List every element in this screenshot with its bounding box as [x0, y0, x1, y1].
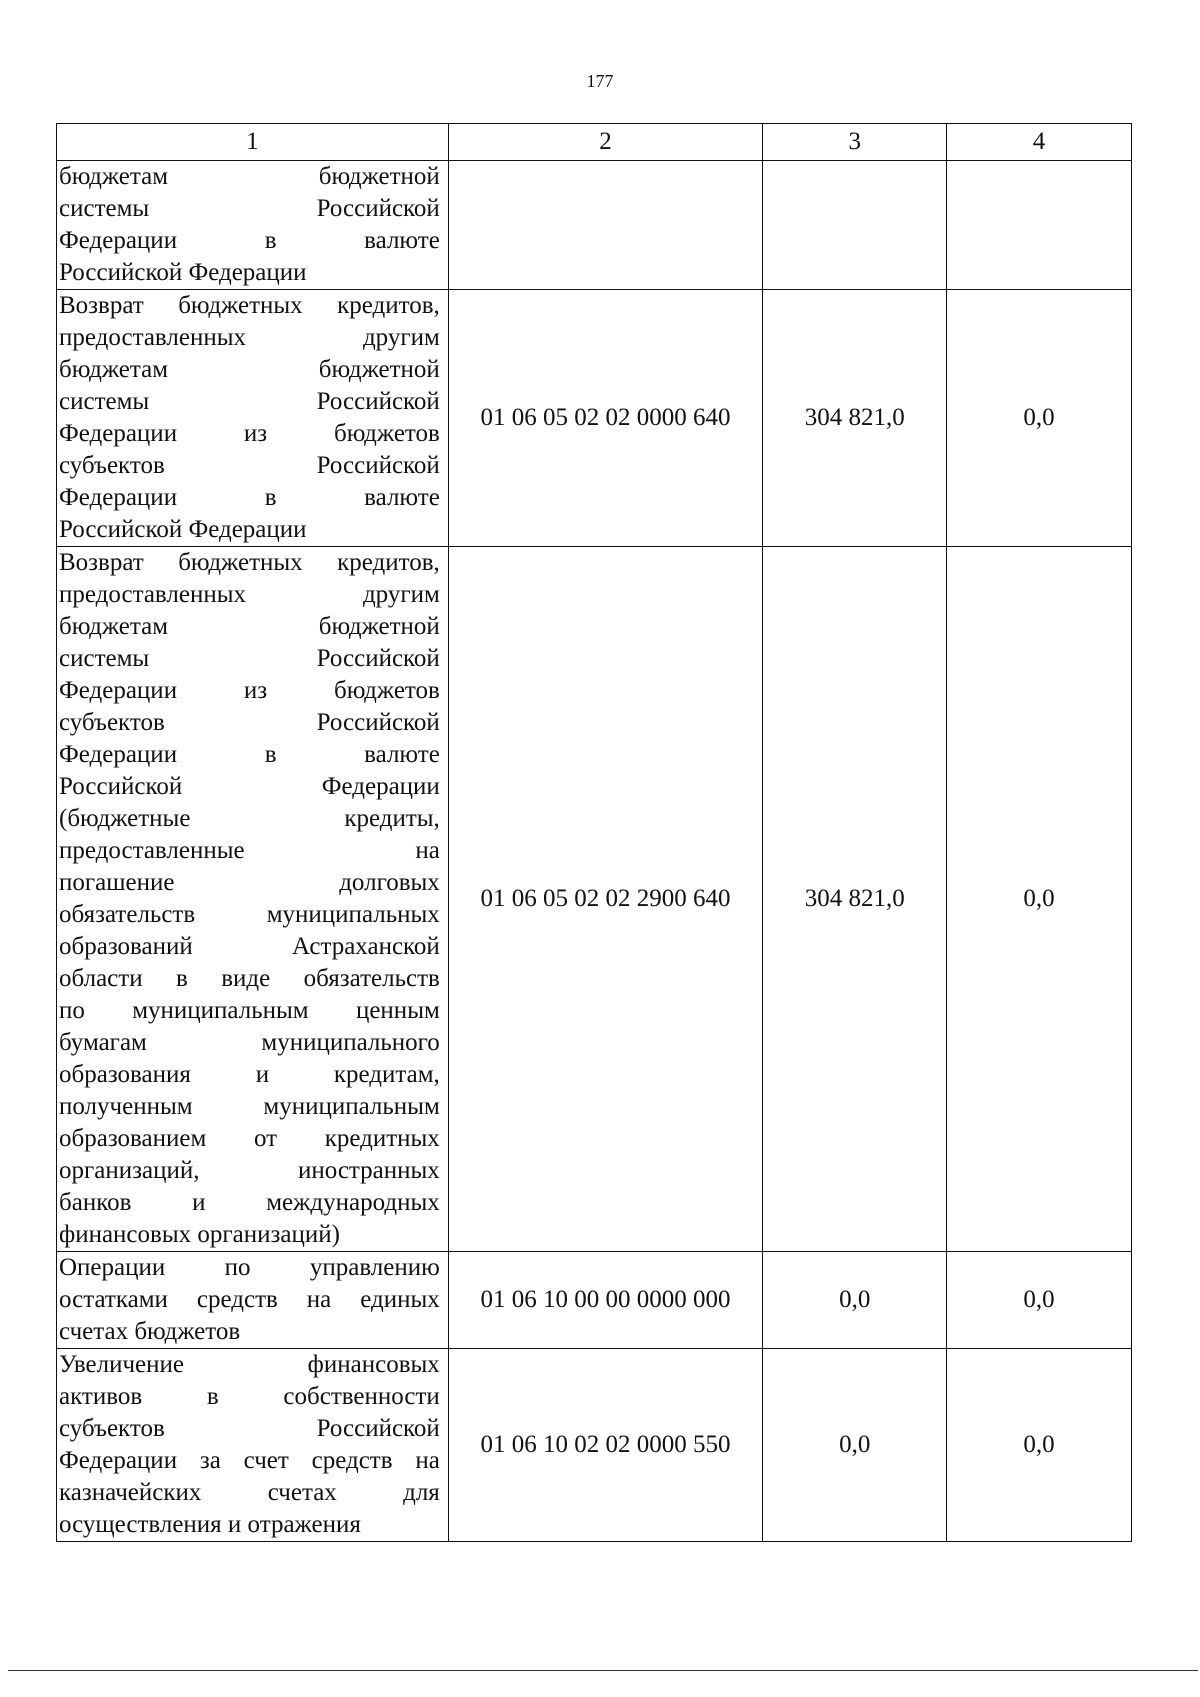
description-line: Увеличение финансовых — [59, 1351, 440, 1378]
description-line: системы Российской — [59, 195, 440, 222]
amount-column-4: 0,0 — [947, 547, 1132, 1252]
description-line: (бюджетные кредиты, — [59, 805, 440, 832]
table-header-row — [57, 124, 1132, 161]
amount-column-3 — [763, 161, 947, 290]
description-line: бюджетам бюджетной — [59, 613, 440, 640]
amount-column-3: 0,0 — [763, 1349, 947, 1542]
description-line: образованием от кредитных — [59, 1125, 440, 1152]
row-description — [57, 1349, 449, 1542]
amount-column-4: 0,0 — [947, 1349, 1132, 1542]
description-line: банков и международных — [59, 1189, 440, 1216]
description-line: Возврат бюджетных кредитов, — [59, 549, 440, 576]
description-line: по муниципальным ценным — [59, 997, 440, 1024]
description-line: организаций, иностранных — [59, 1157, 440, 1184]
description-line: субъектов Российской — [59, 709, 440, 736]
description-line: бюджетам бюджетной — [59, 163, 440, 190]
description-line: Российской Федерации — [59, 259, 307, 286]
column-header-4: 4 — [947, 124, 1132, 161]
table-row — [57, 290, 1132, 547]
table-body — [57, 161, 1132, 1542]
table-row — [57, 161, 1132, 290]
description-line: субъектов Российской — [59, 452, 440, 479]
budget-code: 01 06 05 02 02 2900 640 — [448, 547, 762, 1252]
description-line: бюджетам бюджетной — [59, 356, 440, 383]
description-line: предоставленных другим — [59, 581, 440, 608]
amount-column-4: 0,0 — [947, 1252, 1132, 1349]
description-line: Российской Федерации — [59, 516, 307, 543]
amount-column-3: 304 821,0 — [763, 547, 947, 1252]
description-line: Федерации в валюте — [59, 484, 440, 511]
description-line: области в виде обязательств — [59, 965, 440, 992]
description-line: финансовых организаций) — [59, 1221, 340, 1248]
row-description — [57, 290, 449, 547]
description-line: осуществления и отражения — [59, 1511, 361, 1538]
column-header-1: 1 — [57, 124, 449, 161]
amount-column-4 — [947, 161, 1132, 290]
description-line: образования и кредитам, — [59, 1061, 440, 1088]
page-number: 177 — [586, 71, 614, 91]
description-line: субъектов Российской — [59, 1415, 440, 1442]
amount-column-4: 0,0 — [947, 290, 1132, 547]
table-row — [57, 1349, 1132, 1542]
description-line: Федерации из бюджетов — [59, 420, 440, 447]
description-line: Операции по управлению — [59, 1254, 440, 1281]
description-line: Федерации в валюте — [59, 741, 440, 768]
column-header-3: 3 — [763, 124, 947, 161]
description-line: казначейских счетах для — [59, 1479, 440, 1506]
budget-code — [448, 161, 762, 290]
description-line: предоставленных другим — [59, 324, 440, 351]
budget-code: 01 06 10 00 00 0000 000 — [448, 1252, 762, 1349]
description-line: системы Российской — [59, 388, 440, 415]
description-line: Федерации в валюте — [59, 227, 440, 254]
description-line: Федерации за счет средств на — [59, 1447, 440, 1474]
row-description — [57, 161, 449, 290]
description-line: предоставленные на — [59, 837, 440, 864]
page-bottom-rule — [8, 1670, 1198, 1671]
description-line: погашение долговых — [59, 869, 440, 896]
description-line: бумагам муниципального — [59, 1029, 440, 1056]
budget-code: 01 06 05 02 02 0000 640 — [448, 290, 762, 547]
description-line: обязательств муниципальных — [59, 901, 440, 928]
description-line: системы Российской — [59, 645, 440, 672]
budget-table — [56, 123, 1132, 1542]
description-line: Возврат бюджетных кредитов, — [59, 292, 440, 319]
description-line: остатками средств на единых — [59, 1286, 440, 1313]
row-description — [57, 1252, 449, 1349]
description-line: счетах бюджетов — [59, 1318, 241, 1345]
description-line: активов в собственности — [59, 1383, 440, 1410]
description-line: полученным муниципальным — [59, 1093, 440, 1120]
budget-code: 01 06 10 02 02 0000 550 — [448, 1349, 762, 1542]
row-description — [57, 547, 449, 1252]
description-line: Российской Федерации — [59, 773, 440, 800]
description-line: Федерации из бюджетов — [59, 677, 440, 704]
description-line: образований Астраханской — [59, 933, 440, 960]
amount-column-3: 0,0 — [763, 1252, 947, 1349]
table-row — [57, 547, 1132, 1252]
amount-column-3: 304 821,0 — [763, 290, 947, 547]
table-row — [57, 1252, 1132, 1349]
column-header-2: 2 — [448, 124, 762, 161]
